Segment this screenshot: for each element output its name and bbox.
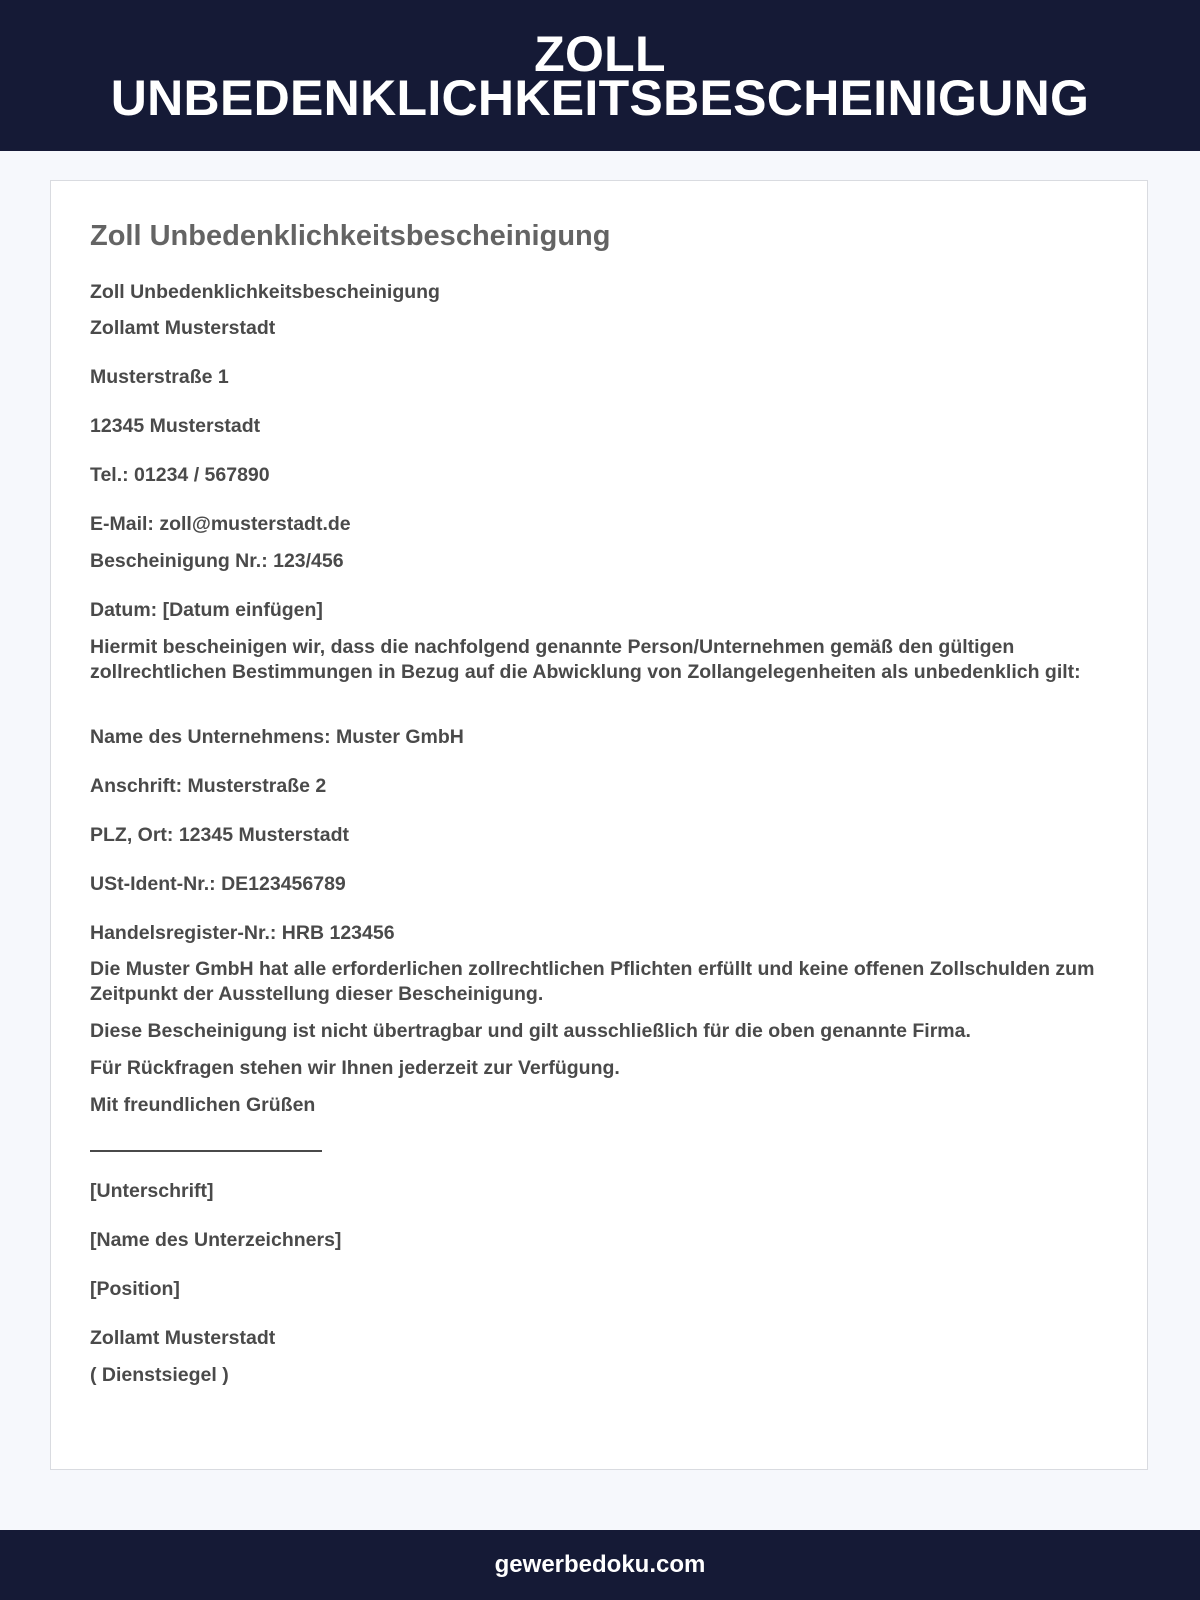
office-name: Zollamt Musterstadt — [90, 317, 276, 339]
header-title: ZOLL UNBEDENKLICHKEITSBESCHEINIGUNG — [110, 25, 1090, 126]
page-header — [0, 0, 1200, 151]
office-email: E-Mail: zoll@musterstadt.de — [90, 513, 351, 535]
closing-greeting: Mit freundlichen Grüßen — [90, 1094, 316, 1116]
office-street: Musterstraße 1 — [90, 366, 229, 388]
page-footer — [0, 1530, 1200, 1600]
company-register: Handelsregister-Nr.: HRB 123456 — [90, 922, 395, 944]
certificate-date: Datum: [Datum einfügen] — [90, 599, 323, 621]
statement-paragraph: Die Muster GmbH hat alle erforderlichen zollrechtlichen Pflichten erfüllt und keine offenen Zollschulden zum Zeitpunkt der Ausstellung dieser Bescheinigung. — [90, 958, 1095, 1005]
company-name: Name des Unternehmens: Muster GmbH — [90, 726, 464, 748]
document-title: Zoll Unbedenklichkeitsbescheinigung — [90, 220, 611, 252]
validity-paragraph: Diese Bescheinigung ist nicht übertragbar und gilt ausschließlich für die oben genannte Firma. — [90, 1020, 971, 1042]
company-vat-id: USt-Ident-Nr.: DE123456789 — [90, 873, 346, 895]
office-phone: Tel.: 01234 / 567890 — [90, 464, 270, 486]
signature-line — [90, 1150, 322, 1152]
office-city: 12345 Musterstadt — [90, 415, 261, 437]
document-card — [50, 180, 1148, 1470]
signature-placeholder: [Unterschrift] — [90, 1180, 214, 1202]
contact-paragraph: Für Rückfragen stehen wir Ihnen jederzeit zur Verfügung. — [90, 1057, 620, 1079]
company-address: Anschrift: Musterstraße 2 — [90, 775, 327, 797]
official-seal: ( Dienstsiegel ) — [90, 1364, 229, 1386]
signer-name-placeholder: [Name des Unterzeichners] — [90, 1229, 342, 1251]
signer-position-placeholder: [Position] — [90, 1278, 180, 1300]
intro-paragraph: Hiermit bescheinigen wir, dass die nachfolgend genannte Person/Unternehmen gemäß den gültigen zollrechtlichen Bestimmungen in Bezug auf die Abwicklung von Zollangelegenheiten als unbedenklich gilt: — [90, 636, 1081, 683]
document-subtitle: Zoll Unbedenklichkeitsbescheinigung — [90, 281, 440, 303]
signature-office: Zollamt Musterstadt — [90, 1327, 276, 1349]
footer-site-link[interactable]: gewerbedoku.com — [494, 1551, 706, 1578]
certificate-number: Bescheinigung Nr.: 123/456 — [90, 550, 344, 572]
company-postal: PLZ, Ort: 12345 Musterstadt — [90, 824, 349, 846]
